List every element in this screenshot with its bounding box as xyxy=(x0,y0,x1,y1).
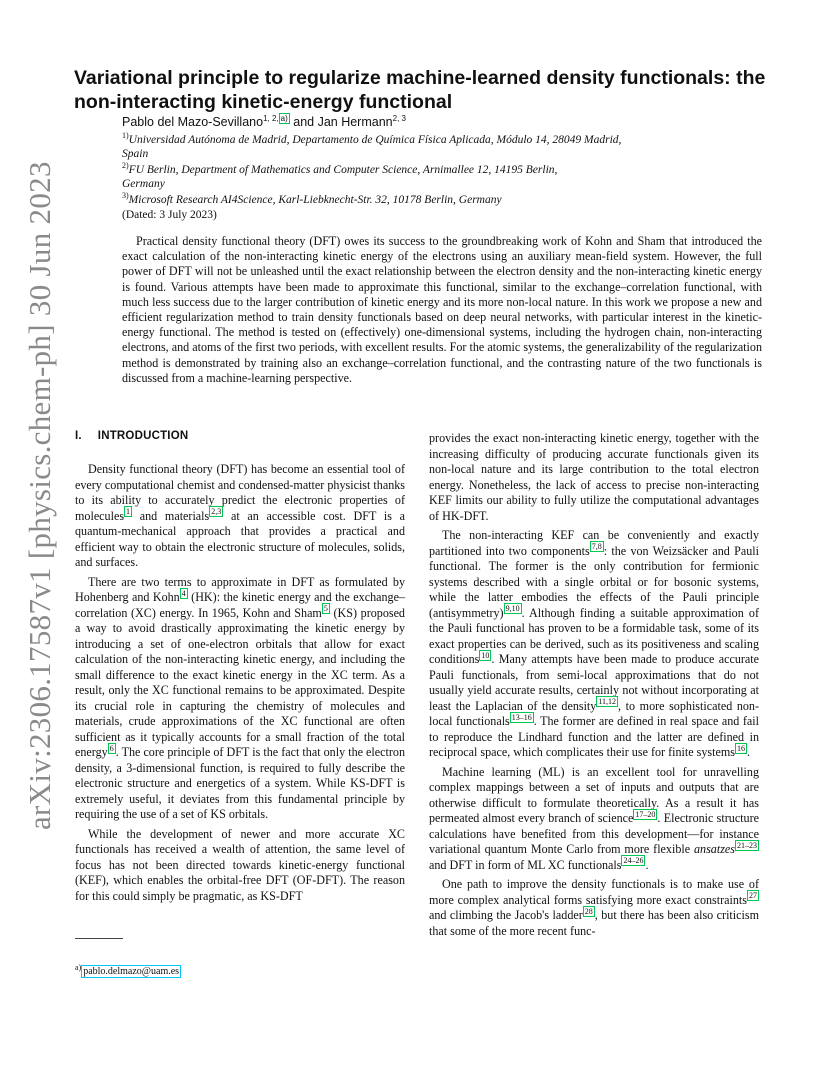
arxiv-identifier-stamp: arXiv:2306.17587v1 [physics.chem-ph] 30 Jun 2023 xyxy=(22,161,57,830)
author-name: Jan Hermann xyxy=(317,115,393,130)
title-line-2: non-interacting kinetic-energy functional xyxy=(74,91,453,113)
dated-line: (Dated: 3 July 2023) xyxy=(122,209,217,221)
author-name: Pablo del Mazo-Sevillano xyxy=(122,115,264,130)
left-column xyxy=(75,462,405,908)
citation-link[interactable]: 13–16 xyxy=(511,712,532,722)
affiliation: $^{1)}$Universidad Autónoma de Madrid, Departamento de Química Física Aplicada, Módulo 14, 28049 Madrid, Spain xyxy=(122,131,622,161)
affiliation: $^{2)}$FU Berlin, Department of Mathematics and Computer Science, Arnimallee 12, 14195 Berlin, Germany xyxy=(122,161,558,191)
citation-link[interactable]: 17–20 xyxy=(635,809,656,819)
right-column xyxy=(429,431,759,943)
citation-link[interactable]: 9,10 xyxy=(505,604,520,614)
paragraph: While the development of newer and more accurate XC functionals has received a wealth of attention, the same level of focus has not been directed towards kinetic-energy functional (KEF), which enables the orbital-free DFT (OF-DFT). The reason for this could simply be pragmatic, as KS-DFT xyxy=(75,826,405,903)
citation-link[interactable]: 4 xyxy=(181,588,186,598)
email-link[interactable]: pablo.delmazo@uam.es xyxy=(83,966,180,978)
footnote-mark: a) xyxy=(75,963,82,972)
citation-link[interactable]: 28 xyxy=(584,906,593,916)
citation-link[interactable]: 5 xyxy=(323,604,328,614)
author-affil-sup: 2, 3 xyxy=(392,114,406,123)
paragraph: Density functional theory (DFT) has become an essential tool of every computational chemist and condensed-matter physicist thanks to its ability to accurately predict the electronic properties of molecules $^1$ and materials $^{2,3}$ at an accessible cost. DFT is a quantum-mechanical approach that provides a practical and efficient way to obtain the electronic structure of molecules, solids, and surfaces. xyxy=(75,462,405,569)
section-number: I. xyxy=(75,430,82,442)
citation-link[interactable]: 10 xyxy=(481,650,490,660)
abstract: Practical density functional theory (DFT) owes its success to the groundbreaking work of Kohn and Sham that introduced the exact calculation of the non-interacting kinetic energy of the electrons using an auxiliary mean-field system. However, the full power of DFT will not be unleashed until the exact relationship between the electron density and the non-interacting kinetic energy is found. Various attempts have been made to approximate this functional, similar to the exchange–correlation functional, with much less success due to the larger contribution of kinetic energy and its more non-local nature. In this work we propose a new and efficient regularization method to train density functionals based on deep neural networks, with particular interest in the kinetic-energy functional. The method is tested on (effectively) one-dimensional systems, including the hydrogen chain, non-interacting electrons, and atoms of the first two periods, with excellent results. For the atomic systems, the generalizability of the regularization method is demonstrated by training also an exchange–correlation functional, and the contrasting nature of the two functionals is discussed from a machine-learning perspective. xyxy=(122,234,762,385)
paragraph: There are two terms to approximate in DFT as formulated by Hohenberg and Kohn $^4$ (HK): the kinetic energy and the exchange–correlation (XC) energy. In 1965, Kohn and Sham $^5$ (KS) proposed a way to avoid drastically approximating the kinetic energy by introducing a set of one-electron orbitals that allow for exact calculation of the non-interacting kinetic energy, and including the small difference to the exact kinetic energy in the XC term. As a result, only the XC functional remains to be approximated. Despite its crucial role in capturing the chemistry of molecules and materials, crude approximations of the XC functional are often sufficient as it typically accounts for a small fraction of the total energy $^6$ . The core principle of DFT is the fact that only the electron density, a 3-dimensional function, is required to fully describe the electronic structure and energetics of a system. While KS-DFT is extremely useful, it deviates from this fundamental principle by requiring the use of a set of KS orbitals. xyxy=(75,574,405,821)
title-line-1: Variational principle to regularize machine-learned density functionals: the xyxy=(74,67,766,89)
paragraph: One path to improve the density functionals is to make use of more complex analytical forms satisfying more exact constraints $^{27}$ and climbing the Jacob's ladder $^{28}$ , but there has been also criticism that some of the more recent func- xyxy=(429,877,759,938)
author-list xyxy=(122,114,722,129)
author-affil-sup: 1, 2, xyxy=(263,114,279,123)
citation-link[interactable]: 6 xyxy=(109,743,114,753)
footnote xyxy=(75,963,181,977)
paragraph: provides the exact non-interacting kinetic energy, together with the increasing difficulty of producing accurate functionals given its non-local nature and its large contribution to the total electron energy. Nonetheless, the lack of access to precise non-interacting KEF limits our ability to fully utilize the computational advantages of HK-DFT. xyxy=(429,431,759,523)
paragraph: Machine learning (ML) is an excellent tool for unravelling complex mappings between a set of inputs and outputs that are otherwise difficult to formulate theoretically. As a result it has permeated almost every branch of science $^{17-20}$ . Electronic structure calculations have benefited from this development—for instance variational quantum Monte Carlo from more flexible ansatzes $^{21-23}$ and DFT in form of ML XC functionals $^{24-26}$ . xyxy=(429,764,759,872)
citation-link[interactable]: 7,8 xyxy=(591,542,602,552)
author-conjunction: and xyxy=(289,115,318,130)
citation-link[interactable]: 24–26 xyxy=(623,856,644,866)
footnote-divider xyxy=(75,938,123,939)
citation-link[interactable]: 1 xyxy=(126,507,131,517)
citation-link[interactable]: 27 xyxy=(749,891,757,901)
citation-link[interactable]: 16 xyxy=(736,743,745,753)
paragraph: The non-interacting KEF can be conveniently and exactly partitioned into two components $^{7,8}$ : the von Weizsäcker and Pauli functional. The former is the only contribution for fermionic systems described with a single orbital or for bosonic systems, while the latter embodies the effects of the Pauli principle (antisymmetry) $^{9,10}$ . Although finding a suitable approximation of the Pauli functional has proven to be a formidable task, some of its exact properties can be derived, such as its positiveness and scaling conditions $^{10}$ . Many attempts have been made to produce accurate Pauli functionals, from semi-local approximations that do not usually yield accurate results, certainly not without incorporating at least the Laplacian of the density $^{11,12}$ , to more sophisticated non-local functionals $^{13-16}$ . The former are defined in real space and fail to reproduce the Lindhard function and the latter are defined in reciprocal space, which complicates their use for finite systems $^{16}$ . xyxy=(429,528,760,759)
section-heading xyxy=(75,430,188,442)
citation-link[interactable]: 2,3 xyxy=(211,507,222,517)
citation-link[interactable]: 21–23 xyxy=(737,840,757,850)
author-footnote-link[interactable]: a) xyxy=(280,114,288,123)
affiliation: $^{3)}$Microsoft Research AI4Science, Karl-Liebknecht-Str. 32, 10178 Berlin, Germany xyxy=(122,191,502,206)
citation-link[interactable]: 11,12 xyxy=(598,697,617,707)
section-title: INTRODUCTION xyxy=(97,430,189,442)
paper-title xyxy=(74,66,774,114)
